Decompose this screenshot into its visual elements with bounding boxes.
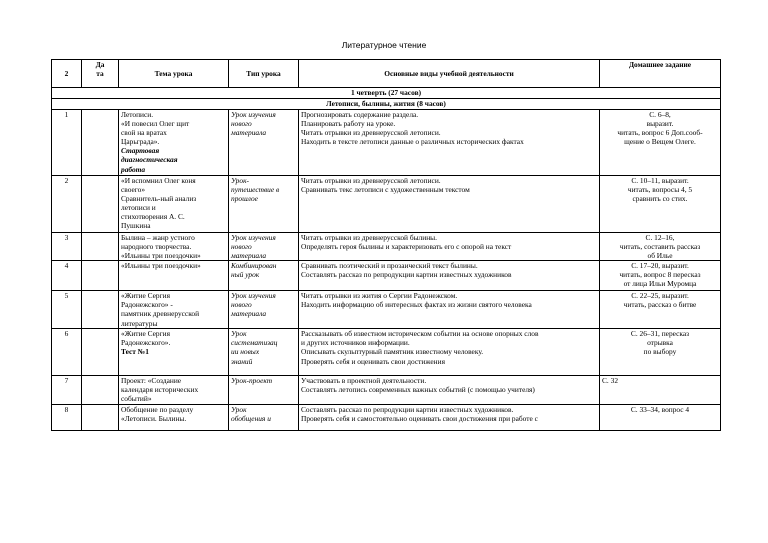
lesson-type (229, 405, 299, 431)
topic-line: Проект: «Создание (121, 376, 182, 386)
homework-line: читать, вопросы 4, 5 (627, 185, 693, 195)
topic-line: летописи и (121, 203, 156, 213)
homework-line: С. 33–34, вопрос 4 (630, 405, 690, 415)
topic-line: своего» (121, 185, 146, 195)
type-line: ный урок (231, 270, 260, 280)
topic-line: «И повесил Олег щит (121, 119, 190, 129)
activity-line: Сравнивать поэтический и прозаический текст былины. (301, 261, 478, 271)
lesson-activity (299, 291, 600, 329)
table-row (52, 233, 721, 261)
type-line: ии новых (231, 347, 260, 357)
activity-line: Находить информацию об интересных фактах из жизни святого человека (301, 300, 532, 310)
topic-line: Летописи. (121, 110, 154, 119)
type-line: Урок-проект (231, 376, 273, 386)
topic-line: работа (121, 164, 146, 174)
activity-line: Составлять рассказ по репродукции картин известных художников. (301, 405, 514, 415)
lesson-homework (600, 176, 721, 233)
homework-line: сравнить со стих. (632, 194, 688, 204)
activity-line: Описывать скульптурный памятник известному человеку. (301, 347, 484, 357)
type-line: Урок изучения (231, 291, 276, 301)
homework-line: читать, вопрос 8 пересказ (619, 270, 701, 280)
homework-line: С. 17–20, выразит. (631, 261, 689, 271)
lesson-number: 2 (52, 176, 82, 233)
type-line: материала (231, 251, 267, 261)
homework-line: отрывка (647, 338, 673, 348)
lesson-topic (119, 233, 229, 261)
lesson-topic (119, 376, 229, 405)
topic-line: Пушкина (121, 221, 151, 231)
lesson-topic (119, 110, 229, 176)
topic-line: диагностическая (121, 155, 178, 165)
lesson-date (82, 233, 119, 261)
topic-line: календаря исторических (121, 385, 199, 395)
activity-line: Читать отрывки из древнерусской летописи. (301, 176, 441, 185)
header-activity: Основные виды учебной деятельности (299, 60, 600, 88)
quarter-label: 1 четверть (27 часов) (52, 88, 721, 99)
lesson-activity (299, 329, 600, 376)
lesson-homework (600, 405, 721, 431)
activity-line: и других источников информации. (301, 338, 410, 348)
table-row (52, 329, 721, 376)
lesson-activity (299, 376, 600, 405)
activity-line: Читать отрывки из жития о Сергии Радонежском. (301, 291, 458, 301)
lesson-number: 6 (52, 329, 82, 376)
table-row (52, 176, 721, 233)
topic-line: «Ильины три поездочки» (121, 261, 201, 271)
topic-line: Тест №1 (121, 347, 149, 357)
type-line: прошлое (231, 194, 258, 204)
activity-line: Читать отрывки из древнерусской былины. (301, 233, 437, 242)
table-row (52, 291, 721, 329)
type-line: Комбинирован (231, 261, 277, 271)
header-date-line-2: та (96, 69, 104, 79)
lesson-homework (600, 291, 721, 329)
table-row (52, 110, 721, 176)
quarter-row (52, 88, 721, 99)
lesson-plan-table (51, 59, 721, 431)
activity-line: Проверять себя и оценивать свои достижения (301, 356, 445, 366)
activity-line: Сравнивать текс летописи с художественным текстом (301, 185, 470, 195)
header-num: 2 (52, 60, 82, 88)
table-row (52, 405, 721, 431)
table-row (52, 261, 721, 291)
header-row (52, 60, 721, 88)
topic-line: стихотворения А. С. (121, 212, 185, 222)
type-line: нового (231, 119, 252, 129)
homework-line: С. 32 (602, 376, 619, 386)
lesson-activity (299, 405, 600, 431)
lesson-date (82, 291, 119, 329)
table-row (52, 376, 721, 405)
lesson-date (82, 405, 119, 431)
lesson-type (229, 176, 299, 233)
page-title: Литературное чтение (341, 40, 427, 50)
homework-line: читать, вопрос 6 Доп.сооб- (617, 128, 703, 138)
lesson-activity (299, 110, 600, 176)
homework-line: щение о Вещем Олеге. (624, 137, 696, 147)
activity-line: Проверять себя и самостоятельно оценивать свои достижения при работе с (301, 414, 538, 424)
homework-line: С. 12–16, (645, 233, 675, 242)
homework-line: по выбору (643, 347, 677, 357)
homework-line: выразит. (646, 119, 674, 129)
lesson-homework (600, 376, 721, 405)
activity-line: Читать отрывки из древнерусской летописи. (301, 128, 441, 138)
type-line: Урок- (231, 176, 249, 185)
lesson-number: 4 (52, 261, 82, 291)
lesson-date (82, 329, 119, 376)
homework-line: читать, рассказ о битве (623, 300, 697, 310)
activity-line: Рассказывать об известном историческом событии на основе опорных слов (301, 329, 539, 339)
lesson-date (82, 110, 119, 176)
homework-line: С. 26–31, пересказ (630, 329, 690, 339)
lesson-type (229, 261, 299, 291)
topic-line: литературы (121, 318, 158, 328)
homework-line: от лица Ильи Муромца (623, 279, 697, 289)
activity-line: Планировать работу на уроке. (301, 119, 396, 129)
topic-line: Радонежского». (121, 338, 171, 348)
lesson-homework (600, 233, 721, 261)
lesson-number: 8 (52, 405, 82, 431)
homework-line: С. 6–8, (649, 110, 671, 119)
lesson-activity (299, 233, 600, 261)
lesson-topic (119, 291, 229, 329)
type-line: Урок (231, 405, 247, 415)
lesson-type (229, 376, 299, 405)
type-line: систематизац (231, 338, 278, 348)
topic-line: Радонежского» - (121, 300, 173, 310)
lesson-date (82, 376, 119, 405)
topic-line: памятник древнерусской (121, 309, 200, 319)
type-line: Урок (231, 329, 247, 339)
lesson-topic (119, 329, 229, 376)
topic-line: народного творчества. (121, 242, 192, 252)
lesson-homework (600, 261, 721, 291)
topic-line: Былина – жанр устного (121, 233, 195, 242)
homework-line: С. 10–11, выразит. (631, 176, 689, 185)
lesson-number: 3 (52, 233, 82, 261)
type-line: путешествие в (231, 185, 280, 195)
topic-line: Стартовая (121, 146, 160, 156)
type-line: материала (231, 128, 267, 138)
activity-line: Определять героя былины и характеризовать его с опорой на текст (301, 242, 512, 252)
topic-line: «Житие Сергия (121, 291, 170, 301)
lesson-activity (299, 261, 600, 291)
homework-line: читать, составить рассказ (619, 242, 701, 252)
topic-line: свой на вратах (121, 128, 167, 138)
lesson-type (229, 329, 299, 376)
activity-line: Участвовать в проектной деятельности. (301, 376, 427, 386)
header-homework: Домашнее задание (600, 60, 721, 88)
type-line: материала (231, 309, 267, 319)
lesson-number: 1 (52, 110, 82, 176)
lesson-number: 5 (52, 291, 82, 329)
lesson-homework (600, 110, 721, 176)
lesson-topic (119, 405, 229, 431)
lesson-activity (299, 176, 600, 233)
type-line: знаний (231, 356, 253, 366)
topic-line: событий» (121, 394, 152, 404)
lesson-type (229, 110, 299, 176)
topic-line: «И вспомнил Олег коня (121, 176, 196, 185)
activity-line: Прогнозировать содержание раздела. (301, 110, 419, 119)
header-topic: Тема урока (119, 60, 229, 88)
topic-line: «Летописи. Былины. (121, 414, 187, 424)
type-line: Урок изучения (231, 110, 276, 119)
type-line: нового (231, 242, 252, 252)
activity-line: Находить в тексте летописи данные о различных исторических фактах (301, 137, 524, 147)
lesson-topic (119, 261, 229, 291)
activity-line: Составлять летопись современных важных событий (с помощью учителя) (301, 385, 535, 395)
type-line: обобщения и (231, 414, 271, 424)
lesson-type (229, 291, 299, 329)
topic-line: Обобщение по разделу (121, 405, 194, 415)
topic-line: Сравнитель-ный анализ (121, 194, 197, 204)
lesson-homework (600, 329, 721, 376)
topic-line: «Ильины три поездочки» (121, 251, 201, 261)
homework-line: С. 22–25, выразит. (631, 291, 689, 301)
topic-line: «Житие Сергия (121, 329, 170, 339)
activity-line: Составлять рассказ по репродукции картин известных художников (301, 270, 512, 280)
section-row (52, 99, 721, 110)
lesson-topic (119, 176, 229, 233)
type-line: нового (231, 300, 252, 310)
lesson-number: 7 (52, 376, 82, 405)
header-type: Тип урока (229, 60, 299, 88)
lesson-type (229, 233, 299, 261)
lesson-date (82, 176, 119, 233)
header-date (82, 60, 119, 88)
lesson-date (82, 261, 119, 291)
header-date-line-1: Да (95, 60, 105, 69)
type-line: Урок изучения (231, 233, 276, 242)
topic-line: Царьграда». (121, 137, 160, 147)
section-label: Летописи, былины, жития (8 часов) (52, 99, 721, 110)
homework-line: об Илье (647, 251, 673, 261)
